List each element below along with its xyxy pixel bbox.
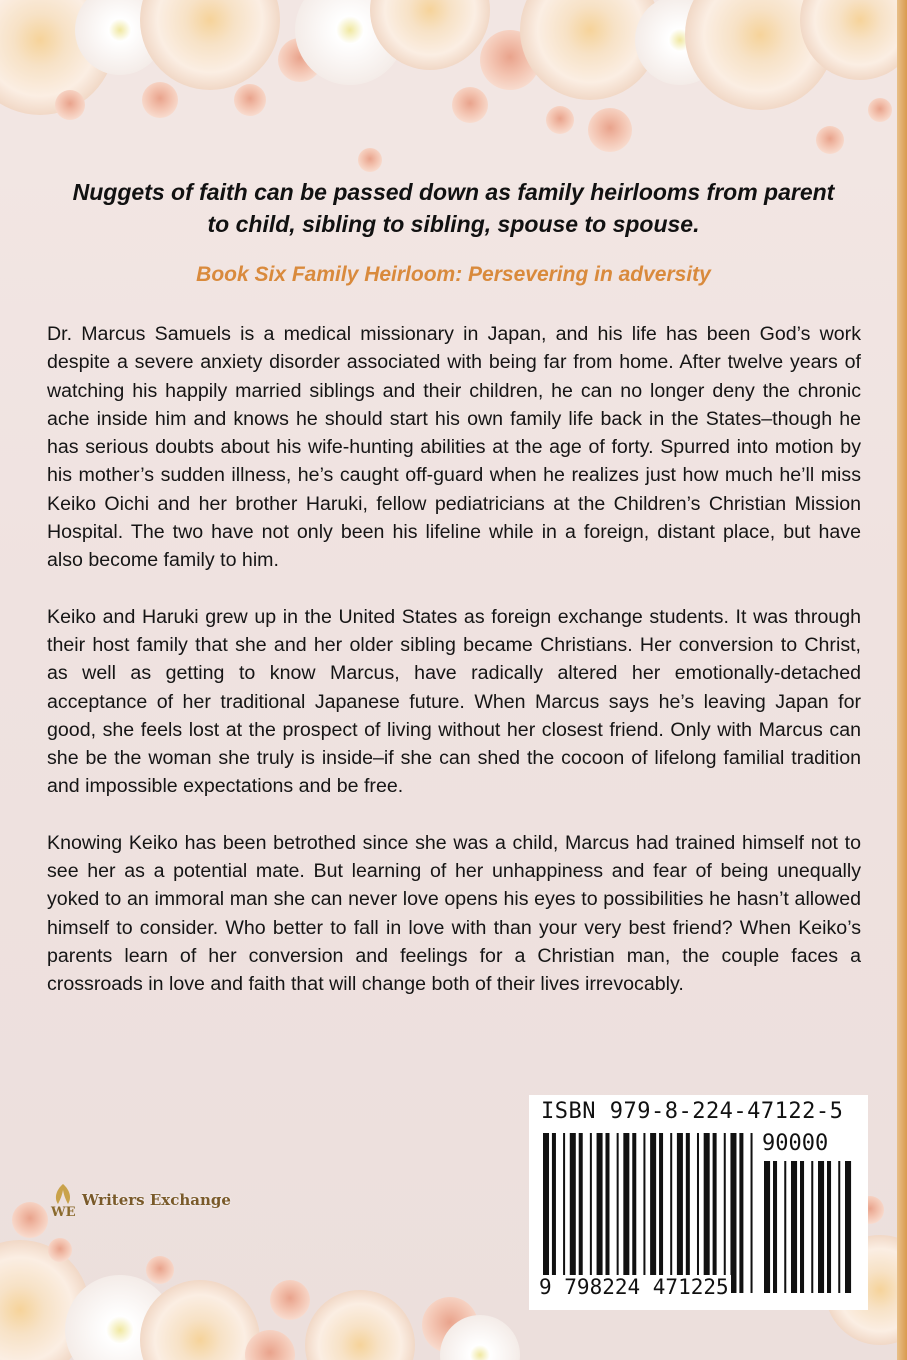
- barcode-digits: 9 798224 471225: [539, 1275, 729, 1299]
- barcode-bar: [811, 1161, 813, 1293]
- floral-border-top: [0, 0, 907, 175]
- barcode-bar: [764, 1161, 770, 1293]
- isbn-barcode: [529, 1095, 868, 1310]
- barcode-bar: [800, 1161, 804, 1293]
- synopsis-paragraph: Keiko and Haruki grew up in the United States as foreign exchange students. It was through their host family that she and her older sibling became Christians. Her conversion to Christ, as well as getting to know Marcus, have radically altered her emotionally-detached acceptance of her traditional Japanese future. When Marcus says he’s leaving Japan for good, she feels lost at the prospect of living without her closest friend. Only with Marcus can she be the woman she truly is inside–if she can shed the cocoon of lifelong familial tradition and impossible expectations and be free.: [47, 605, 861, 798]
- barcode-bar: [643, 1133, 645, 1293]
- barcode-bar: [791, 1161, 797, 1293]
- barcode-bar: [552, 1133, 556, 1293]
- synopsis-paragraph: Dr. Marcus Samuels is a medical missionary in Japan, and his life has been God’s work despite a severe anxiety disorder associated with being far from home. After twelve years of watching his happily married siblings and their children, he can no longer deny the chronic ache inside him and knows he should start his own family life back in the States–though he has serious doubts about his wife-hunting abilities at the age of forty. Spurred into motion by his mother’s sudden illness, he’s caught off-guard when he realizes just how much he’ll miss Keiko Oichi and her brother Haruki, fellow pediatricians at the Children’s Christian Mission Hospital. The two have not only been his lifeline while in a foreign, distant place, but have also become family to him.: [47, 323, 861, 572]
- barcode-bar: [827, 1161, 831, 1293]
- barcode-bar: [751, 1133, 753, 1293]
- barcode-addon: 90000: [762, 1131, 829, 1156]
- publisher-name: Writers Exchange: [82, 1191, 231, 1209]
- barcode-bar: [697, 1133, 699, 1293]
- barcode-bar: [704, 1133, 710, 1293]
- svg-text:WE: WE: [51, 1205, 76, 1218]
- isbn-label: ISBN 979-8-224-47122-5: [541, 1099, 844, 1124]
- barcode-bar: [818, 1161, 824, 1293]
- barcode-bar: [563, 1133, 565, 1293]
- barcode-bar: [713, 1133, 717, 1293]
- barcode-bar: [670, 1133, 672, 1293]
- publisher-logo: [48, 1180, 288, 1220]
- synopsis: [47, 320, 861, 1027]
- barcode-bar: [605, 1133, 609, 1293]
- barcode-bar: [773, 1161, 777, 1293]
- barcode-bar: [739, 1133, 743, 1293]
- barcode-bar: [730, 1133, 736, 1293]
- barcode-bar: [590, 1133, 592, 1293]
- barcode-bars: [543, 1133, 755, 1293]
- tagline: Nuggets of faith can be passed down as family heirlooms from parent to child, sibling to sibling, spouse to spouse.: [72, 179, 835, 237]
- spine-edge: [897, 0, 907, 1360]
- barcode-bar: [579, 1133, 583, 1293]
- barcode-bar: [617, 1133, 619, 1293]
- barcode-bar: [784, 1161, 786, 1293]
- barcode-bar: [650, 1133, 656, 1293]
- barcode-bar: [724, 1133, 726, 1293]
- barcode-bar: [686, 1133, 690, 1293]
- addon-barcode-bars: [764, 1161, 854, 1293]
- publisher-emblem-icon: [48, 1182, 78, 1218]
- barcode-bar: [659, 1133, 663, 1293]
- barcode-bar: [632, 1133, 636, 1293]
- barcode-bar: [838, 1161, 840, 1293]
- barcode-bar: [623, 1133, 629, 1293]
- barcode-bar: [677, 1133, 683, 1293]
- synopsis-paragraph: Knowing Keiko has been betrothed since she was a child, Marcus had trained himself not to see her as a potential mate. But learning of her unhappiness and fear of being unequally yoked to an immoral man she can never love opens his eyes to possibilities he hasn’t allowed himself to consider. Who better to fall in love with than your very best friend? When Keiko’s parents learn of her conversion and feelings for a Christian man, the couple faces a crossroads in love and faith that will change both of their lives irrevocably.: [47, 831, 861, 996]
- barcode-bar: [543, 1133, 549, 1293]
- book-subtitle: Book Six Family Heirloom: Persevering in adversity: [196, 263, 711, 286]
- barcode-bar: [570, 1133, 576, 1293]
- barcode-bar: [845, 1161, 851, 1293]
- barcode-bar: [597, 1133, 603, 1293]
